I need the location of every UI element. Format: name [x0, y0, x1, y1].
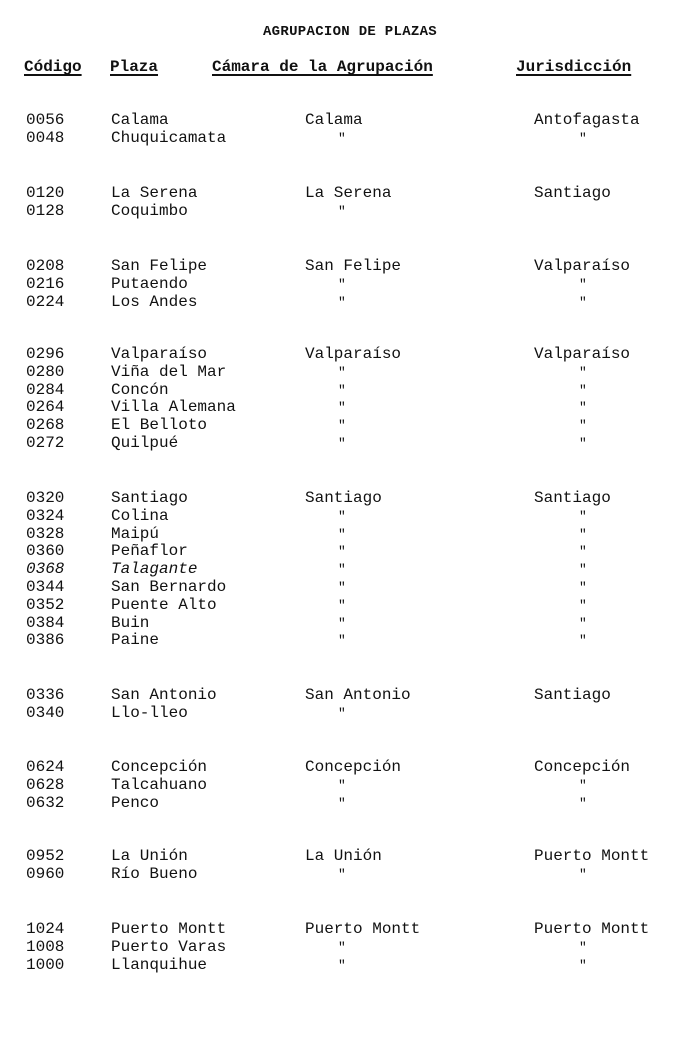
- camara-cell: ": [338, 435, 346, 451]
- table-row: [0, 382, 700, 400]
- jurisdiccion-cell: Santiago: [534, 489, 611, 507]
- table-row: [0, 543, 700, 561]
- jurisdiccion-cell: ": [579, 866, 587, 882]
- jurisdiccion-cell: ": [579, 130, 587, 146]
- codigo-cell: 0268: [26, 416, 65, 435]
- codigo-cell: 0056: [26, 111, 65, 129]
- jurisdiccion-cell: Valparaíso: [534, 257, 631, 275]
- plaza-cell: Puerto Montt: [111, 920, 227, 938]
- table-row: [0, 294, 700, 312]
- codigo-cell: 0360: [26, 542, 65, 561]
- camara-cell: ": [338, 705, 346, 721]
- codigo-cell: 0960: [26, 864, 65, 883]
- plaza-cell: La Serena: [111, 184, 198, 202]
- plaza-cell: San Felipe: [111, 257, 208, 275]
- table-row: [0, 615, 700, 633]
- plaza-cell: Río Bueno: [111, 864, 198, 883]
- camara-cell: ": [338, 939, 346, 955]
- codigo-cell: 0208: [26, 257, 65, 275]
- table-row: [0, 508, 700, 526]
- codigo-cell: 0280: [26, 362, 65, 381]
- camara-cell: La Unión: [305, 847, 382, 865]
- plaza-cell: Quilpué: [111, 433, 179, 452]
- codigo-cell: 0344: [26, 577, 65, 596]
- camara-cell: ": [338, 418, 346, 434]
- table-row: [0, 705, 700, 723]
- plaza-cell: Puerto Varas: [111, 937, 227, 956]
- plaza-cell: Viña del Mar: [111, 362, 227, 381]
- header-camara: Cámara de la Agrupación: [212, 58, 433, 76]
- camara-cell: ": [338, 294, 346, 310]
- table-row: [0, 185, 700, 203]
- jurisdiccion-cell: Santiago: [534, 184, 611, 202]
- codigo-cell: 0296: [26, 345, 65, 363]
- jurisdiccion-cell: Valparaíso: [534, 345, 631, 363]
- plaza-cell: Villa Alemana: [111, 398, 236, 417]
- plaza-cell: Concón: [111, 380, 169, 399]
- header-jurisdiccion: Jurisdicción: [516, 58, 632, 76]
- jurisdiccion-cell: ": [579, 526, 587, 542]
- jurisdiccion-cell: ": [579, 597, 587, 613]
- plaza-cell: Puente Alto: [111, 595, 217, 614]
- plaza-group: [0, 921, 700, 974]
- plaza-group: [0, 112, 700, 148]
- jurisdiccion-cell: ": [579, 777, 587, 793]
- camara-cell: ": [338, 508, 346, 524]
- plaza-cell: Llo-lleo: [111, 703, 188, 722]
- table-row: [0, 687, 700, 705]
- jurisdiccion-cell: Puerto Montt: [534, 920, 650, 938]
- camara-cell: La Serena: [305, 184, 392, 202]
- camara-cell: ": [338, 382, 346, 398]
- codigo-cell: 0624: [26, 758, 65, 776]
- table-row: [0, 795, 700, 813]
- codigo-cell: 0224: [26, 292, 65, 311]
- plaza-cell: Calama: [111, 111, 169, 129]
- camara-cell: ": [338, 795, 346, 811]
- plaza-cell: Valparaíso: [111, 345, 208, 363]
- codigo-cell: 0320: [26, 489, 65, 507]
- plaza-cell: Chuquicamata: [111, 128, 227, 147]
- table-row: [0, 921, 700, 939]
- table-row: [0, 203, 700, 221]
- table-row: [0, 939, 700, 957]
- codigo-cell: 0284: [26, 380, 65, 399]
- plaza-cell: Buin: [111, 613, 150, 632]
- table-row: [0, 866, 700, 884]
- jurisdiccion-cell: ": [579, 364, 587, 380]
- jurisdiccion-cell: Antofagasta: [534, 111, 640, 129]
- codigo-cell: 0340: [26, 703, 65, 722]
- codigo-cell: 0324: [26, 506, 65, 525]
- codigo-cell: 0352: [26, 595, 65, 614]
- table-row: [0, 417, 700, 435]
- camara-cell: ": [338, 633, 346, 649]
- codigo-cell: 0272: [26, 433, 65, 452]
- table-row: [0, 490, 700, 508]
- jurisdiccion-cell: ": [579, 544, 587, 560]
- plaza-group: [0, 346, 700, 453]
- plaza-group: [0, 848, 700, 884]
- codigo-cell: 0048: [26, 128, 65, 147]
- table-row: [0, 759, 700, 777]
- jurisdiccion-cell: Puerto Montt: [534, 847, 650, 865]
- plaza-group: [0, 490, 700, 650]
- camara-cell: ": [338, 615, 346, 631]
- codigo-cell: 0120: [26, 184, 65, 202]
- codigo-cell: 0328: [26, 524, 65, 543]
- table-row: [0, 130, 700, 148]
- plaza-cell: Talagante: [111, 560, 198, 579]
- jurisdiccion-cell: Santiago: [534, 686, 611, 704]
- jurisdiccion-cell: ": [579, 276, 587, 292]
- camara-cell: ": [338, 544, 346, 560]
- codigo-cell: 0952: [26, 847, 65, 865]
- jurisdiccion-cell: ": [579, 615, 587, 631]
- plaza-cell: Llanquihue: [111, 955, 208, 974]
- plaza-cell: Putaendo: [111, 274, 188, 293]
- plaza-cell: La Unión: [111, 847, 188, 865]
- codigo-cell: 0384: [26, 613, 65, 632]
- plaza-cell: San Antonio: [111, 686, 217, 704]
- jurisdiccion-cell: ": [579, 435, 587, 451]
- plaza-cell: Paine: [111, 631, 160, 650]
- jurisdiccion-cell: ": [579, 562, 587, 578]
- jurisdiccion-cell: ": [579, 400, 587, 416]
- jurisdiccion-cell: ": [579, 957, 587, 973]
- table-row: [0, 597, 700, 615]
- camara-cell: ": [338, 203, 346, 219]
- plaza-cell: El Belloto: [111, 416, 208, 435]
- camara-cell: ": [338, 276, 346, 292]
- table-row: [0, 435, 700, 453]
- table-row: [0, 848, 700, 866]
- plaza-cell: San Bernardo: [111, 577, 227, 596]
- jurisdiccion-cell: ": [579, 294, 587, 310]
- table-row: [0, 957, 700, 975]
- plaza-cell: Maipú: [111, 524, 160, 543]
- camara-cell: ": [338, 597, 346, 613]
- plaza-cell: Los Andes: [111, 292, 198, 311]
- plaza-group: [0, 258, 700, 311]
- jurisdiccion-cell: ": [579, 382, 587, 398]
- table-row: [0, 579, 700, 597]
- plaza-group: [0, 687, 700, 723]
- plaza-cell: Concepción: [111, 758, 208, 776]
- camara-cell: Calama: [305, 111, 363, 129]
- codigo-cell: 0368: [26, 560, 65, 579]
- codigo-cell: 1000: [26, 955, 65, 974]
- jurisdiccion-cell: Concepción: [534, 758, 631, 776]
- camara-cell: San Antonio: [305, 686, 411, 704]
- codigo-cell: 0386: [26, 631, 65, 650]
- table-row: [0, 777, 700, 795]
- camara-cell: ": [338, 579, 346, 595]
- plaza-cell: Colina: [111, 506, 169, 525]
- codigo-cell: 1024: [26, 920, 65, 938]
- table-row: [0, 346, 700, 364]
- codigo-cell: 1008: [26, 937, 65, 956]
- jurisdiccion-cell: ": [579, 508, 587, 524]
- table-row: [0, 399, 700, 417]
- plaza-cell: Coquimbo: [111, 201, 188, 220]
- plaza-group: [0, 759, 700, 812]
- header-plaza: Plaza: [110, 58, 159, 76]
- table-row: [0, 632, 700, 650]
- jurisdiccion-cell: ": [579, 633, 587, 649]
- table-row: [0, 526, 700, 544]
- plaza-group: [0, 185, 700, 221]
- camara-cell: Puerto Montt: [305, 920, 421, 938]
- camara-cell: Valparaíso: [305, 345, 402, 363]
- document-title: AGRUPACION DE PLAZAS: [262, 24, 438, 40]
- codigo-cell: 0128: [26, 201, 65, 220]
- plaza-cell: Santiago: [111, 489, 188, 507]
- plaza-cell: Peñaflor: [111, 542, 188, 561]
- codigo-cell: 0632: [26, 793, 65, 812]
- plaza-cell: Penco: [111, 793, 160, 812]
- camara-cell: ": [338, 957, 346, 973]
- camara-cell: Santiago: [305, 489, 382, 507]
- table-row: [0, 561, 700, 579]
- plaza-cell: Talcahuano: [111, 775, 208, 794]
- camara-cell: ": [338, 526, 346, 542]
- camara-cell: Concepción: [305, 758, 402, 776]
- codigo-cell: 0216: [26, 274, 65, 293]
- table-row: [0, 258, 700, 276]
- camara-cell: ": [338, 562, 346, 578]
- jurisdiccion-cell: ": [579, 939, 587, 955]
- camara-cell: ": [338, 364, 346, 380]
- camara-cell: ": [338, 866, 346, 882]
- codigo-cell: 0264: [26, 398, 65, 417]
- camara-cell: ": [338, 400, 346, 416]
- codigo-cell: 0628: [26, 775, 65, 794]
- camara-cell: ": [338, 777, 346, 793]
- jurisdiccion-cell: ": [579, 579, 587, 595]
- camara-cell: San Felipe: [305, 257, 402, 275]
- camara-cell: ": [338, 130, 346, 146]
- header-codigo: Código: [24, 58, 82, 76]
- table-row: [0, 364, 700, 382]
- jurisdiccion-cell: ": [579, 418, 587, 434]
- table-row: [0, 112, 700, 130]
- jurisdiccion-cell: ": [579, 795, 587, 811]
- codigo-cell: 0336: [26, 686, 65, 704]
- table-row: [0, 276, 700, 294]
